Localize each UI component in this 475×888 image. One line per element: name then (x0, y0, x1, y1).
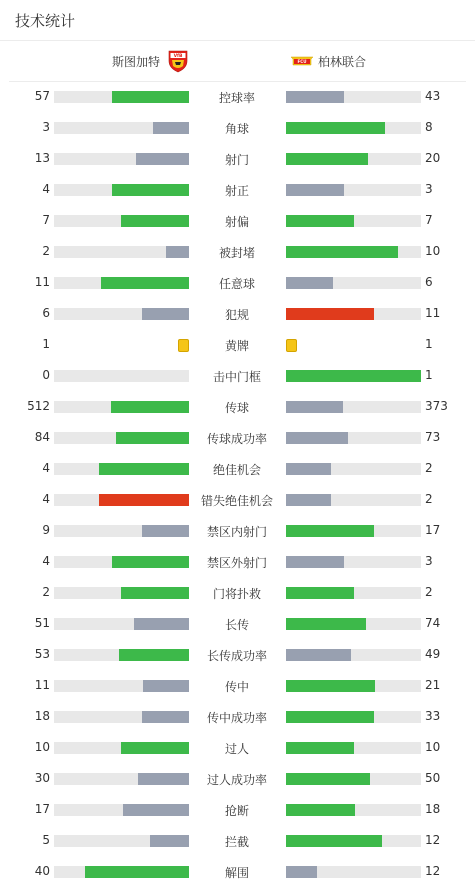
away-stat-bar (286, 432, 421, 444)
stat-row (0, 268, 475, 299)
away-stat-bar-fill (286, 122, 385, 134)
stat-label: 长传 (224, 618, 249, 632)
away-stat-bar-fill (286, 773, 370, 785)
stat-row (0, 330, 475, 361)
home-stat-bar (54, 804, 189, 816)
away-stat-bar (286, 91, 421, 103)
away-stat-bar-fill (286, 587, 354, 599)
away-stat-value: 73 (425, 430, 441, 444)
home-stat-value: 51 (34, 616, 50, 630)
away-stat-bar (286, 463, 421, 475)
home-stat-bar (54, 370, 189, 382)
home-stat-bar (54, 742, 189, 754)
stat-label: 控球率 (218, 91, 255, 105)
away-stat-value: 1 (425, 337, 433, 351)
home-stat-value: 4 (42, 492, 50, 506)
stat-row (0, 764, 475, 795)
away-stat-bar-fill (286, 184, 344, 196)
stat-row (0, 547, 475, 578)
home-stat-bar (54, 246, 189, 258)
away-stat-bar-fill (286, 835, 382, 847)
home-stat-bar-fill (166, 246, 189, 258)
home-stat-value: 10 (34, 740, 50, 754)
home-stat-bar-fill (119, 649, 189, 661)
away-stat-bar-fill (286, 370, 421, 382)
stat-label: 射偏 (224, 215, 249, 229)
stat-label: 禁区内射门 (206, 525, 267, 539)
home-stat-bar (54, 711, 189, 723)
away-stat-value: 43 (425, 89, 441, 103)
away-stat-bar-fill (286, 432, 348, 444)
stat-label: 解围 (224, 866, 249, 880)
home-stat-value: 0 (42, 368, 50, 382)
away-stat-bar (286, 835, 421, 847)
stat-label: 被封堵 (218, 246, 255, 260)
stat-row (0, 237, 475, 268)
stat-label: 过人成功率 (206, 773, 267, 787)
away-stat-bar-fill (286, 804, 355, 816)
home-stat-value: 5 (42, 833, 50, 847)
stat-label: 黄牌 (224, 339, 249, 353)
away-stat-bar (286, 246, 421, 258)
stat-label: 错失绝佳机会 (200, 494, 273, 508)
stat-label: 角球 (224, 122, 249, 136)
away-team[interactable] (290, 49, 366, 73)
away-stat-bar-fill (286, 711, 374, 723)
away-stat-value: 6 (425, 275, 433, 289)
away-stat-bar (286, 401, 421, 413)
away-stat-bar-fill (286, 494, 331, 506)
stat-row (0, 640, 475, 671)
away-stat-value: 10 (425, 740, 441, 754)
home-stat-bar-fill (111, 401, 189, 413)
home-stat-bar (54, 494, 189, 506)
away-stat-value: 2 (425, 492, 433, 506)
away-stat-bar-fill (286, 866, 317, 878)
away-stat-value: 21 (425, 678, 441, 692)
away-stat-bar (286, 804, 421, 816)
home-stat-bar (54, 773, 189, 785)
home-stat-value: 11 (34, 678, 50, 692)
stat-label: 任意球 (218, 277, 255, 291)
away-stat-value: 1 (425, 368, 433, 382)
away-stat-bar-fill (286, 246, 398, 258)
away-stat-bar-fill (286, 742, 354, 754)
away-stat-value: 12 (425, 864, 441, 878)
away-stat-value: 3 (425, 182, 433, 196)
away-stat-bar-fill (286, 91, 344, 103)
away-stat-bar-fill (286, 215, 354, 227)
stat-label: 传球 (224, 401, 249, 415)
away-stat-bar (286, 587, 421, 599)
stat-row (0, 206, 475, 237)
stat-row (0, 361, 475, 392)
away-stat-bar (286, 556, 421, 568)
home-stat-value: 40 (34, 864, 50, 878)
team-header (9, 41, 466, 82)
home-stat-bar (54, 463, 189, 475)
away-stat-bar-fill (286, 401, 343, 413)
home-stat-bar-fill (99, 463, 189, 475)
away-stat-bar (286, 711, 421, 723)
home-stat-bar (54, 277, 189, 289)
stat-label: 过人 (224, 742, 249, 756)
away-team-name: 柏林联合 (318, 54, 367, 69)
home-stat-value: 4 (42, 461, 50, 475)
away-stat-value: 7 (425, 213, 433, 227)
home-stat-bar (54, 184, 189, 196)
home-stat-value: 2 (42, 244, 50, 258)
away-stat-bar-fill (286, 153, 368, 165)
stat-label: 长传成功率 (206, 649, 267, 663)
stat-label: 禁区外射门 (206, 556, 267, 570)
home-team-name: 斯图加特 (111, 54, 160, 69)
home-stat-bar-fill (142, 525, 189, 537)
home-stat-bar (54, 432, 189, 444)
home-stat-bar (54, 525, 189, 537)
stat-label: 传球成功率 (206, 432, 267, 446)
home-stat-bar (54, 153, 189, 165)
stat-label: 射门 (224, 153, 249, 167)
home-stat-bar-fill (112, 556, 189, 568)
stat-row (0, 392, 475, 423)
home-stat-value: 3 (42, 120, 50, 134)
home-stat-value: 17 (34, 802, 50, 816)
home-stat-bar-fill (142, 711, 189, 723)
home-stat-bar-fill (134, 618, 189, 630)
svg-text:FCU: FCU (297, 59, 307, 64)
away-stat-value: 3 (425, 554, 433, 568)
stat-row (0, 454, 475, 485)
away-stat-value: 17 (425, 523, 441, 537)
stat-row (0, 609, 475, 640)
home-stat-value: 2 (42, 585, 50, 599)
away-stat-bar (286, 525, 421, 537)
home-stat-bar (54, 587, 189, 599)
stat-row (0, 113, 475, 144)
home-stat-bar (54, 680, 189, 692)
home-stat-bar-fill (150, 835, 189, 847)
stat-label: 门将扑救 (212, 587, 261, 601)
stat-label: 犯规 (224, 308, 249, 322)
stats-list (0, 82, 475, 888)
yellow-card-icon (286, 339, 297, 352)
stat-row (0, 857, 475, 888)
home-stat-bar-fill (99, 494, 189, 506)
stat-row (0, 82, 475, 113)
home-stat-bar-fill (142, 308, 189, 320)
stat-label: 击中门框 (212, 370, 261, 384)
home-stat-value: 84 (34, 430, 50, 444)
away-stat-bar (286, 370, 421, 382)
stat-label: 射正 (224, 184, 249, 198)
home-stat-bar-fill (143, 680, 189, 692)
stat-row (0, 671, 475, 702)
home-stat-value: 9 (42, 523, 50, 537)
stat-row (0, 175, 475, 206)
away-stat-value: 74 (425, 616, 441, 630)
away-stat-value: 20 (425, 151, 441, 165)
home-stat-bar (54, 835, 189, 847)
home-stat-value: 512 (27, 399, 50, 413)
union-berlin-crest-icon (290, 49, 314, 73)
away-stat-bar (286, 184, 421, 196)
away-stat-bar-fill (286, 680, 375, 692)
home-stat-value: 18 (34, 709, 50, 723)
home-team[interactable] (112, 49, 190, 73)
stat-row (0, 578, 475, 609)
away-stat-bar (286, 649, 421, 661)
away-stat-bar-fill (286, 525, 374, 537)
stat-row (0, 423, 475, 454)
away-stat-value: 12 (425, 833, 441, 847)
home-stat-value: 30 (34, 771, 50, 785)
home-stat-bar (54, 122, 189, 134)
home-stat-value: 7 (42, 213, 50, 227)
stat-label: 绝佳机会 (212, 463, 261, 477)
home-stat-bar-fill (116, 432, 189, 444)
away-stat-bar (286, 308, 421, 320)
vfb-stuttgart-crest-icon (166, 49, 190, 73)
away-stat-value: 2 (425, 461, 433, 475)
away-stat-value: 33 (425, 709, 441, 723)
away-stat-bar (286, 494, 421, 506)
away-stat-value: 8 (425, 120, 433, 134)
stat-row (0, 299, 475, 330)
home-stat-bar-fill (123, 804, 189, 816)
home-stat-value: 11 (34, 275, 50, 289)
home-stat-bar-fill (138, 773, 189, 785)
away-stat-bar (286, 618, 421, 630)
stat-row (0, 733, 475, 764)
away-stat-bar-fill (286, 463, 331, 475)
away-stat-value: 49 (425, 647, 441, 661)
home-stat-bar-fill (153, 122, 189, 134)
home-stat-value: 57 (34, 89, 50, 103)
away-stat-bar-fill (286, 649, 351, 661)
home-stat-bar (54, 618, 189, 630)
home-stat-bar (54, 308, 189, 320)
away-stat-bar (286, 773, 421, 785)
away-stat-value: 373 (425, 399, 448, 413)
home-stat-value: 53 (34, 647, 50, 661)
svg-text:VfB: VfB (173, 54, 183, 60)
stat-row (0, 485, 475, 516)
stat-label: 传中成功率 (206, 711, 267, 725)
away-stat-value: 2 (425, 585, 433, 599)
home-stat-bar-fill (101, 277, 189, 289)
home-stat-bar (54, 215, 189, 227)
away-stat-bar (286, 866, 421, 878)
home-stat-bar-fill (121, 587, 189, 599)
away-stat-bar (286, 277, 421, 289)
stat-label: 抢断 (224, 804, 249, 818)
header (0, 0, 475, 41)
away-stat-bar (286, 680, 421, 692)
stat-row (0, 795, 475, 826)
stat-row (0, 144, 475, 175)
away-stat-value: 11 (425, 306, 441, 320)
stat-row (0, 702, 475, 733)
home-stat-bar-fill (121, 742, 189, 754)
away-stat-bar-fill (286, 308, 374, 320)
away-stat-value: 18 (425, 802, 441, 816)
home-stat-bar (54, 866, 189, 878)
away-stat-bar (286, 215, 421, 227)
stat-row (0, 516, 475, 547)
away-stat-bar (286, 742, 421, 754)
home-stat-bar-fill (136, 153, 189, 165)
home-stat-bar-fill (85, 866, 189, 878)
home-stat-value: 4 (42, 554, 50, 568)
home-stat-value: 6 (42, 306, 50, 320)
stat-label: 传中 (224, 680, 249, 694)
stat-row (0, 826, 475, 857)
away-stat-bar-fill (286, 277, 333, 289)
page-title: 技术统计 (15, 12, 76, 30)
home-stat-bar (54, 649, 189, 661)
yellow-card-icon (178, 339, 189, 352)
home-stat-bar-fill (112, 91, 189, 103)
away-stat-value: 10 (425, 244, 441, 258)
home-stat-bar (54, 556, 189, 568)
away-stat-bar (286, 122, 421, 134)
away-stat-value: 50 (425, 771, 441, 785)
home-stat-bar (54, 401, 189, 413)
home-stat-value: 13 (34, 151, 50, 165)
home-stat-value: 1 (42, 337, 50, 351)
home-stat-bar-fill (121, 215, 189, 227)
home-stat-bar (54, 91, 189, 103)
stat-label: 拦截 (224, 835, 249, 849)
home-stat-value: 4 (42, 182, 50, 196)
home-stat-bar-fill (112, 184, 189, 196)
away-stat-bar (286, 153, 421, 165)
away-stat-bar-fill (286, 618, 366, 630)
away-stat-bar-fill (286, 556, 344, 568)
